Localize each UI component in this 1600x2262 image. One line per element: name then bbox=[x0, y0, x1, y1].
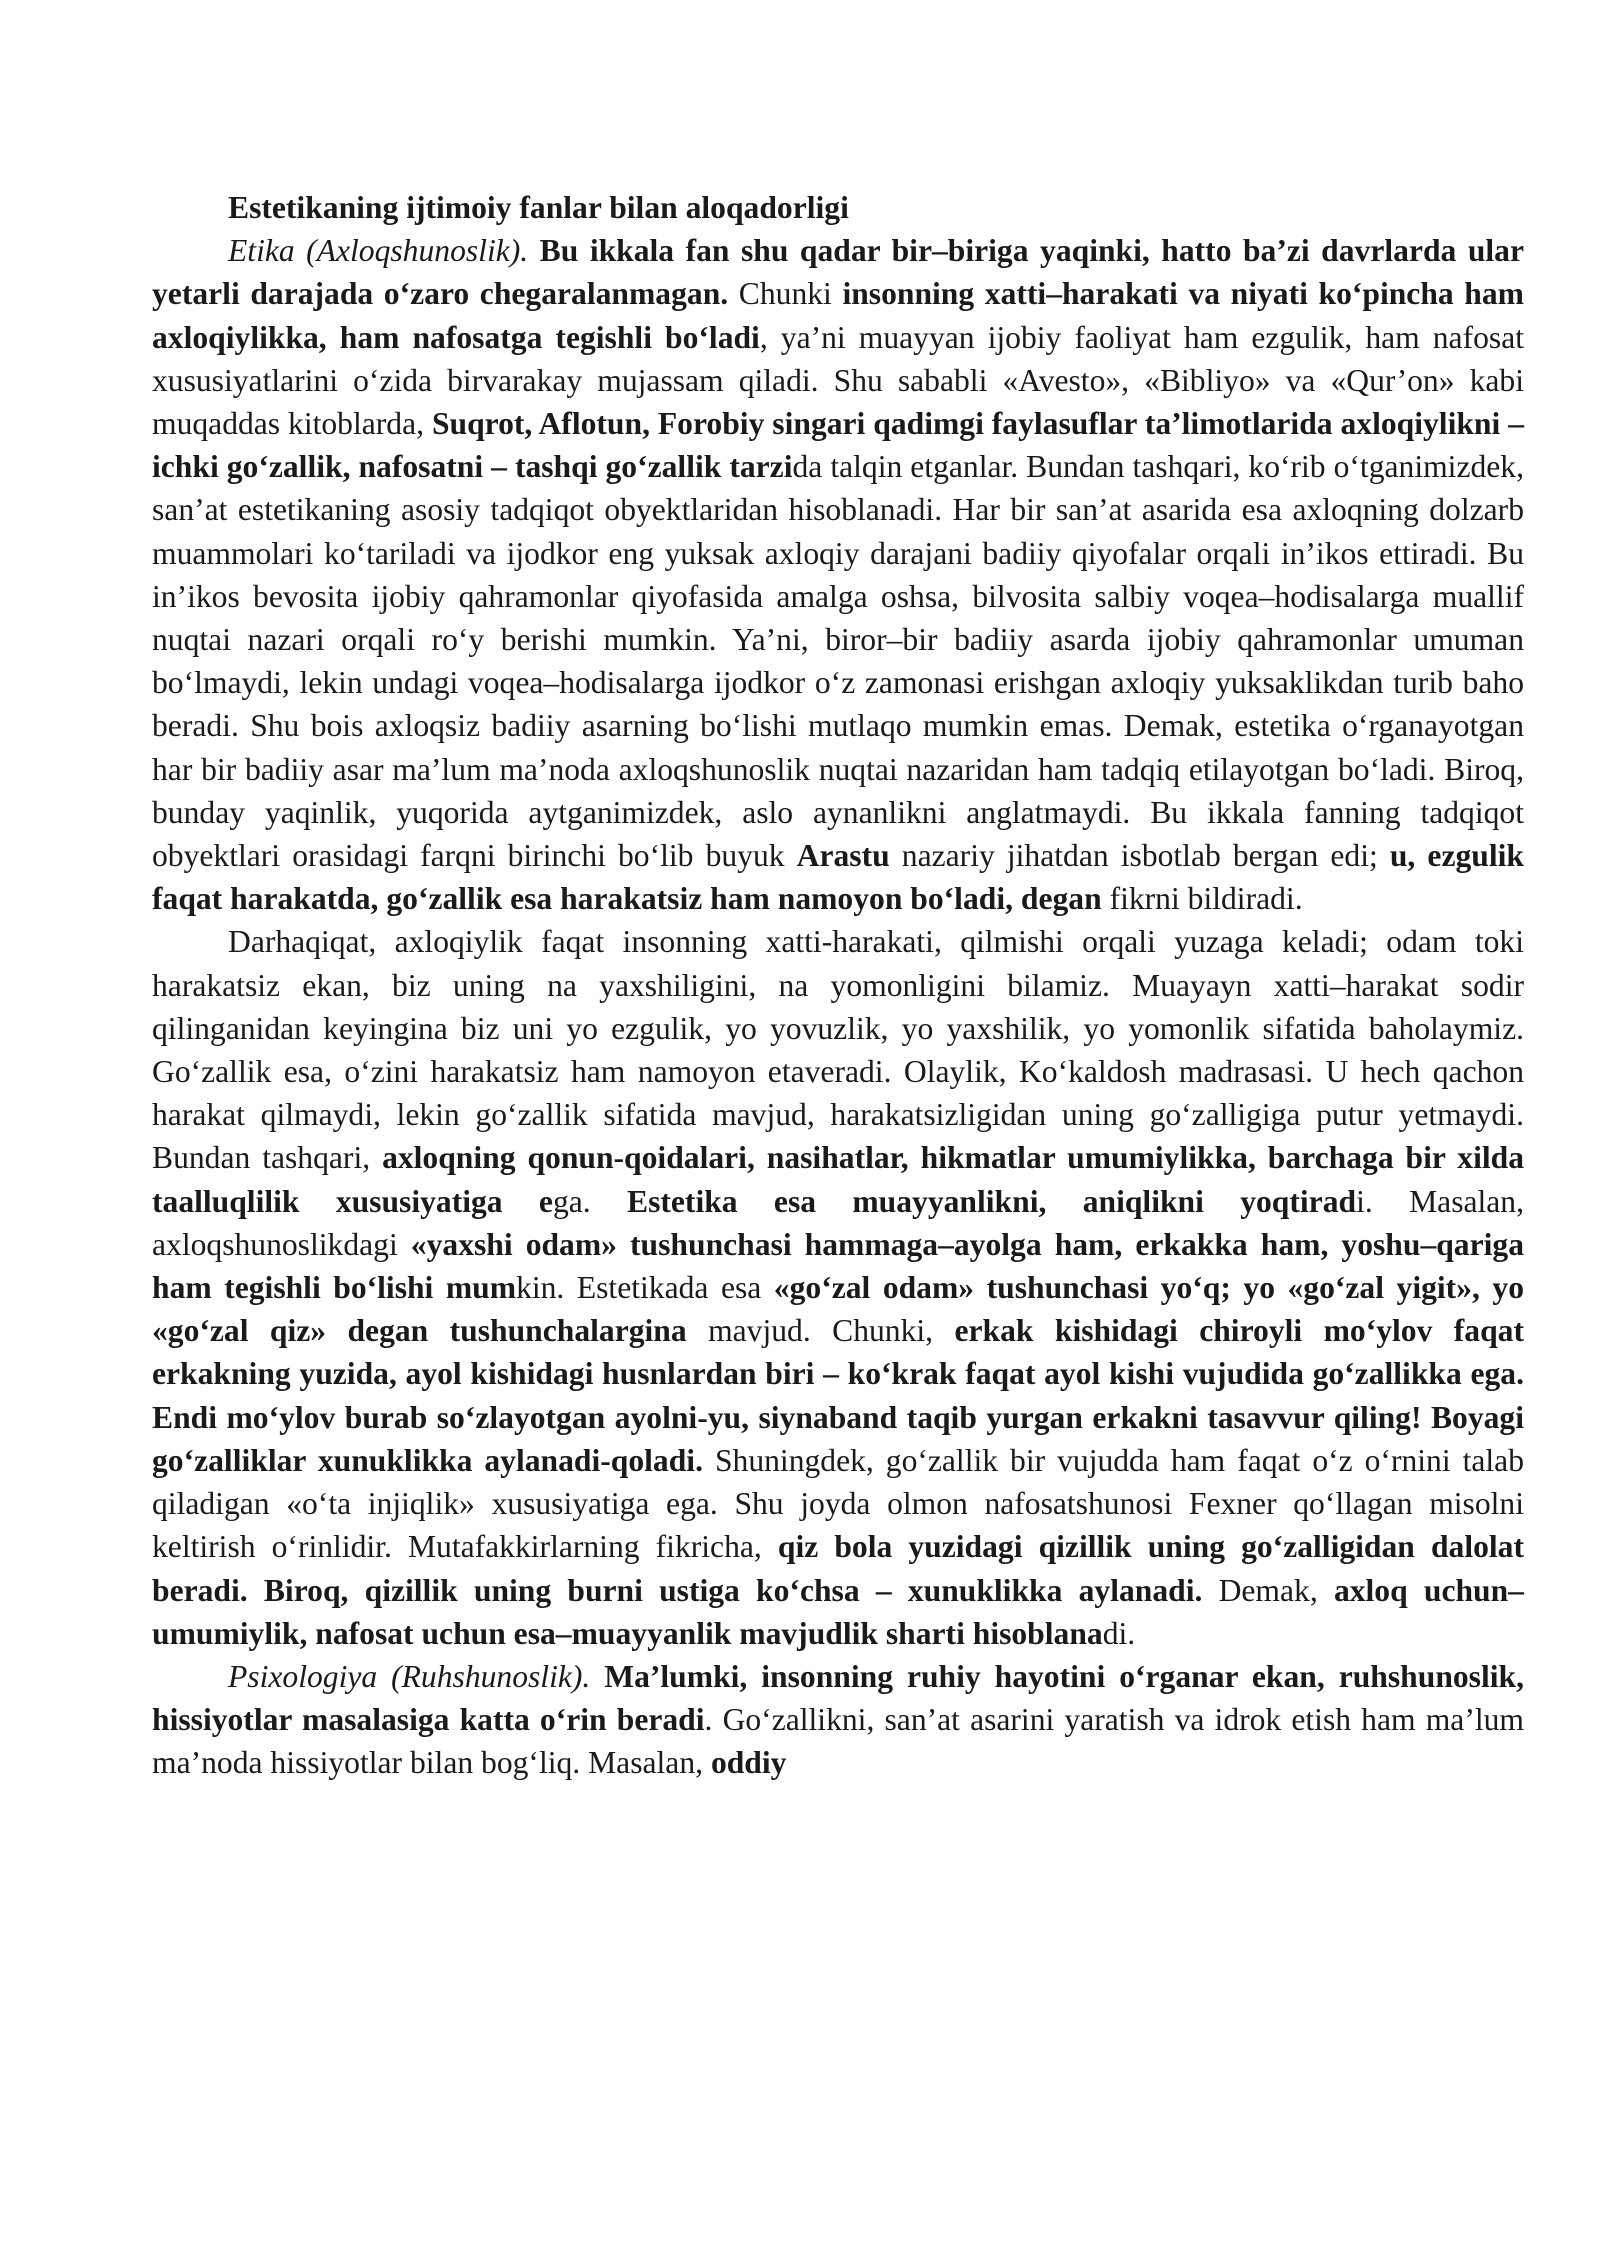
italic-heading-run: Psixologiya (Ruhshunoslik). bbox=[228, 1658, 591, 1694]
text-run: Chunki bbox=[728, 276, 843, 312]
text-run: , ya’ni muayyan ijobiy faoliyat ham ezgulik, ham nafosat xususiyatlarini o‘zida birvarakay mujassam qiladi. Shu sababli «Avesto», «Bibliyo» va «Qur’on» kabi muqaddas kitoblarda, bbox=[152, 319, 1524, 442]
paragraph bbox=[152, 229, 1524, 920]
bold-text-run: Estetika esa muayyanlikni, aniqlikni yoqtirad bbox=[627, 1183, 1357, 1219]
bold-text-run: Arastu bbox=[796, 838, 890, 874]
document-title: Estetikaning ijtimoiy fanlar bilan aloqadorligi bbox=[228, 190, 849, 225]
text-run: . Go‘zallikni, san’at asarini yaratish va idrok etish ham ma’lum ma’noda hissiyotlar bilan bog‘liq. Masalan, bbox=[152, 1702, 1524, 1781]
bold-text-run: axloq uchun–umumiylik, nafosat uchun esa–muayyanlik mavjudlik sharti hisoblana bbox=[152, 1572, 1524, 1651]
text-run: fikrni bildiradi. bbox=[1101, 881, 1303, 917]
bold-text-run: Bu ikkala fan shu qadar bir–biriga yaqinki, hatto ba’zi davrlarda ular yetarli darajada o‘zaro chegaralanmagan. bbox=[152, 233, 1524, 312]
text-run: Darhaqiqat, axloqiylik faqat insonning xatti-harakati, qilmishi orqali yuzaga keladi; odam toki harakatsiz ekan, biz uning na yaxshiligini, na yomonligini bilamiz. Muayayn xatti–harakat sodir qilinganidan keyingina biz uni yo ezgulik, yo yovuzlik, yo yaxshilik, yo yomonlik sifatida baholaymiz. Go‘zallik esa, o‘zini harakatsiz ham namoyon etaveradi. Olaylik, Ko‘kaldosh madrasasi. U hech qachon harakat qilmaydi, lekin go‘zallik sifatida mavjud, harakatsizligidan uning go‘zalligiga putur yetmaydi. Bundan tashqari, bbox=[152, 924, 1524, 1176]
text-run: ga. bbox=[552, 1183, 628, 1219]
text-run: Shuningdek, go‘zallik bir vujudda ham faqat o‘z o‘rnini talab qiladigan «o‘ta injiqlik» xususiyatiga ega. Shu joyda olmon nafosatshunosi Fexner qo‘llagan misolni keltirish o‘rinlidir. Mutafakkirlarning fikricha, bbox=[152, 1442, 1524, 1565]
bold-text-run: Suqrot, Aflotun, Forobiy singari qadimgi faylasuflar ta’limotlarida axloqiylikni – ichki go‘zallik, nafosatni – tashqi go‘zallik tarzi bbox=[152, 406, 1524, 485]
text-run: kin. Estetikada esa bbox=[516, 1270, 774, 1306]
bold-text-run: u, ezgulik faqat harakatda, go‘zallik esa harakatsiz ham namoyon bo‘ladi, degan bbox=[152, 838, 1524, 917]
text-run: mavjud. Chunki, bbox=[686, 1313, 955, 1349]
text-run: da talqin etganlar. Bundan tashqari, ko‘rib o‘tganimizdek, san’at estetikaning asosiy tadqiqot obyektlaridan hisoblanadi. Har bir san’at asarida esa axloqning dolzarb muammolari ko‘tariladi va ijodkor eng yuksak axloqiy darajani badiiy qiyofalar orqali in’ikos ettiradi. Bu in’ikos bevosita ijobiy qahramonlar qiyofasida amalga oshsa, bilvosita salbiy voqea–hodisalarga muallif nuqtai nazari orqali ro‘y berishi mumkin. Ya’ni, biror–bir badiiy asarda ijobiy qahramonlar umuman bo‘lmaydi, lekin undagi voqea–hodisalarga ijodkor o‘z zamonasi erishgan axloqiy yuksaklikdan turib baho beradi. Shu bois axloqsiz badiiy asarning bo‘lishi mutlaqo mumkin emas. Demak, estetika o‘rganayotgan har bir badiiy asar ma’lum ma’noda axloqshunoslik nuqtai nazaridan ham tadqiq etilayotgan bo‘ladi. Biroq, bunday yaqinlik, yuqorida aytganimizdek, aslo aynanlikni anglatmaydi. Bu ikkala fanning tadqiqot obyektlari orasidagi farqni birinchi bo‘lib buyuk bbox=[152, 449, 1524, 874]
italic-heading-run: Etika (Axloqshunoslik). bbox=[228, 233, 529, 269]
bold-text-run: qiz bola yuzidagi qizillik uning go‘zalligidan dalolat beradi. Biroq, qizillik uning burni ustiga ko‘chsa – xunuklikka aylanadi. bbox=[152, 1529, 1524, 1608]
text-run bbox=[528, 233, 540, 268]
bold-text-run: insonning xatti–harakati va niyati ko‘pincha ham axloqiylikka, ham nafosatga tegishli bo‘ladi bbox=[152, 276, 1524, 355]
bold-text-run: erkak kishidagi chiroyli mo‘ylov faqat erkakning yuzida, ayol kishidagi husnlardan biri – ko‘krak faqat ayol kishi vujudida go‘zallikka ega. Endi mo‘ylov burab so‘zlayotgan ayolni-yu, siynaband taqib yurgan erkakni tasavvur qiling! Boyagi go‘zalliklar xunuklikka aylanadi-qoladi. bbox=[152, 1313, 1524, 1478]
paragraph bbox=[152, 1655, 1524, 1785]
document-page bbox=[152, 186, 1524, 1785]
text-run: di. bbox=[1102, 1615, 1136, 1651]
bold-text-run: oddiy bbox=[710, 1745, 787, 1781]
text-run: nazariy jihatdan isbotlab bergan edi; bbox=[889, 838, 1390, 874]
paragraph bbox=[152, 920, 1524, 1654]
bold-text-run: «yaxshi odam» tushunchasi hammaga–ayolga ham, erkakka ham, yoshu–qariga ham tegishli bo‘lishi mum bbox=[152, 1226, 1524, 1306]
text-run bbox=[590, 1659, 604, 1694]
bold-text-run: «go‘zal odam» tushunchasi yo‘q; yo «go‘zal yigit», yo «go‘zal qiz» degan tushunchalargina bbox=[152, 1270, 1524, 1349]
text-run: Demak, bbox=[1202, 1572, 1334, 1608]
text-run: i. Masalan, axloqshunoslikdagi bbox=[152, 1183, 1525, 1262]
bold-text-run: axloqning qonun-qoidalari, nasihatlar, hikmatlar umumiylikka, barchaga bir xilda taalluqlilik xususiyatiga e bbox=[152, 1140, 1524, 1219]
bold-text-run: Ma’lumki, insonning ruhiy hayotini o‘rganar ekan, ruhshunoslik, hissiyotlar masalasiga katta o‘rin beradi bbox=[152, 1658, 1525, 1738]
document-body bbox=[152, 229, 1524, 1784]
